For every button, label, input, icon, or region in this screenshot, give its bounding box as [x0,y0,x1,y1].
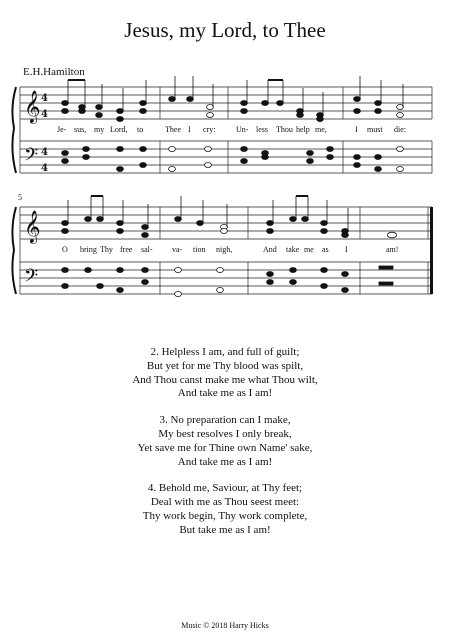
verse-3 [0,414,450,469]
verse-line: Yet save me for Thine own Name' sake, [137,441,313,454]
verse-line: And take me as I am! [177,455,273,468]
lyric-syllable: am! [386,245,399,254]
bass-clef-icon: 𝄢 [24,266,39,291]
lyric-syllable: less [256,125,268,134]
lyric-syllable: sal- [141,245,153,254]
lyric-syllable: Je- [57,125,67,134]
bass-staff-2 [20,262,432,294]
lyric-syllable: I [188,125,191,134]
lyric-syllable: die: [394,125,406,134]
lyric-syllable: my [94,125,105,134]
time-signature: 4 [41,93,48,104]
lyric-syllable: And [263,245,277,254]
measure-number: 5 [18,193,22,202]
verse-line: Thy work begin, Thy work complete, [142,509,308,522]
treble-clef-icon: 𝄞 [24,90,41,123]
lyric-syllable: cry: [203,125,216,134]
lyric-syllable: O [62,245,68,254]
verse-line: And Thou canst make me what Thou wilt, [132,373,318,386]
treble-staff-2 [20,207,432,239]
lyric-syllable: help [296,125,310,134]
lyric-syllable: as [322,245,329,254]
lyric-syllable: I [345,245,348,254]
verse-line: And take me as I am! [177,387,273,400]
svg-text:4: 4 [41,163,48,174]
lyric-syllable: me [304,245,314,254]
brace-1 [12,87,16,173]
lyric-syllable: Thee [165,125,181,134]
notes-system-1 [62,76,404,122]
lyric-syllable: nigh, [216,245,233,254]
lyric-syllable: to [137,125,144,134]
lyric-syllable: must [367,125,383,134]
verse-line: 2. Helpless I am, and full of guilt; [150,346,300,358]
hymn-title: Jesus, my Lord, to Thee [124,18,326,42]
copyright-footer: Music © 2018 Harry Hicks [181,621,269,630]
svg-text:4: 4 [41,109,48,120]
lyric-syllable: free [120,245,133,254]
composer-credit: E.H.Hamilton [23,66,85,78]
lyric-syllable: me, [315,125,327,134]
lyric-syllable: Thy [100,245,113,254]
verse-line: 3. No preparation can I make, [159,414,291,427]
verses-block [0,346,450,551]
verse-line: But yet for me Thy blood was spilt, [146,359,304,372]
verse-2 [0,346,450,401]
lyric-syllable: va- [172,245,183,254]
lyric-syllable: tion [193,245,206,254]
lyric-syllable: bring [80,245,97,254]
brace-2 [12,207,16,294]
lyric-syllable: sus, [74,125,87,134]
lyric-syllable: I [355,125,358,134]
svg-text:4: 4 [41,147,48,158]
treble-clef-icon: 𝄞 [24,210,41,243]
treble-staff-1 [20,87,432,119]
verse-line: 4. Behold me, Saviour, at Thy feet; [147,482,303,495]
bass-staff-1 [20,141,432,173]
lyric-syllable: Un- [236,125,249,134]
lyric-syllable: take [286,245,300,254]
lyric-syllable: Lord, [110,125,128,134]
verse-line: My best resolves I only break, [158,427,292,440]
verse-line: Deal with me as Thou seest meet: [150,496,300,509]
lyric-syllable: Thou [276,125,293,134]
verse-line: But take me as I am! [179,523,271,536]
bass-clef-icon: 𝄢 [24,145,39,170]
verse-4 [0,482,450,537]
